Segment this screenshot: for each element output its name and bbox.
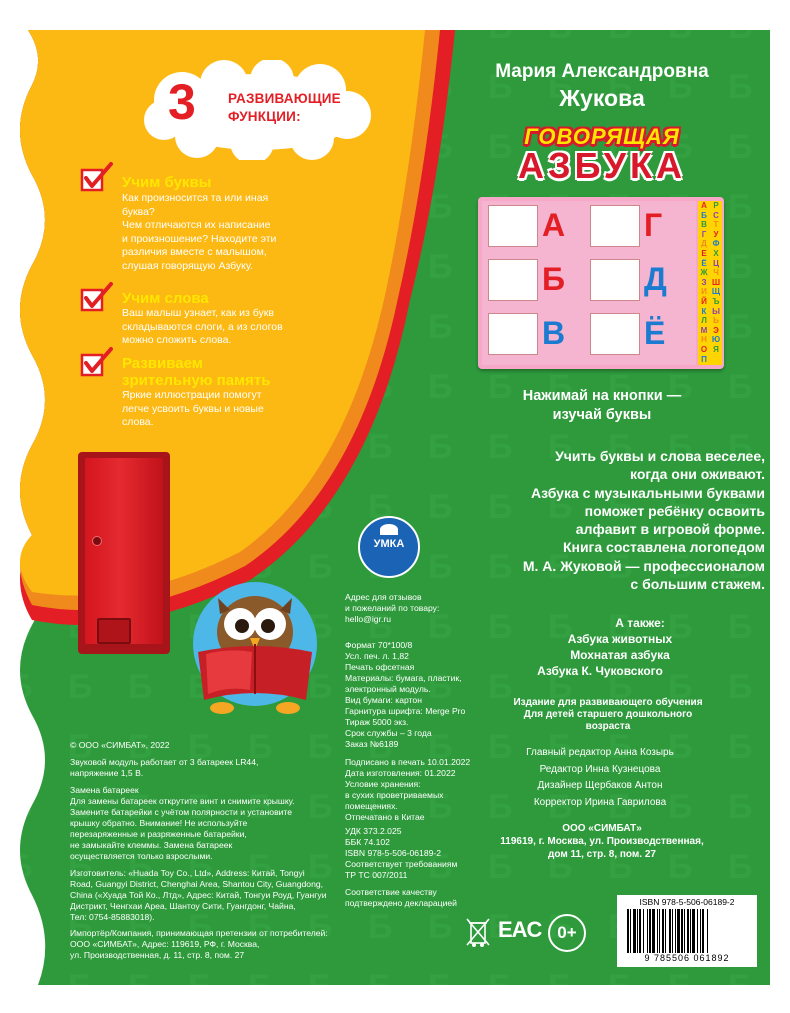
alphabet-button[interactable]: Щ xyxy=(711,287,721,297)
feature-2-title: Учим слова xyxy=(122,290,209,307)
bear-icon xyxy=(380,524,398,535)
alphabet-button[interactable]: З xyxy=(701,277,707,287)
alphabet-button[interactable]: С xyxy=(713,210,719,220)
alphabet-button[interactable]: У xyxy=(713,229,719,239)
checkbox-check-icon xyxy=(80,347,114,377)
alphabet-button[interactable]: Ч xyxy=(713,268,719,278)
alphabet-button[interactable]: Д xyxy=(701,239,707,249)
picture-tile xyxy=(590,313,640,355)
credit-line: Редактор Инна Кузнецова xyxy=(539,763,661,775)
feature-3-title: Развиваем зрительную память xyxy=(122,355,271,389)
alphabet-button[interactable]: М xyxy=(700,325,708,335)
also-item: Азбука К. Чуковского xyxy=(537,664,663,678)
letter-v: В xyxy=(542,315,566,351)
eac-mark: EAC xyxy=(498,917,542,942)
recycle-bin-crossed-icon xyxy=(466,915,490,949)
letter-a: А xyxy=(542,207,566,243)
letter-d: Д xyxy=(644,261,667,297)
also-item: Азбука животных xyxy=(567,632,673,646)
book-preview-image xyxy=(478,197,724,369)
alphabet-button[interactable]: Б xyxy=(701,210,707,220)
alphabet-button[interactable]: К xyxy=(701,306,707,316)
owl-reading-book-illustration xyxy=(190,582,320,722)
barcode-block xyxy=(617,895,757,967)
battery-compartment[interactable] xyxy=(78,452,170,654)
alphabet-button[interactable]: Ш xyxy=(711,277,721,287)
contact-info: Адрес для отзывов и пожеланий по товару: hello@igr.ru xyxy=(345,592,440,624)
credit-line: Дизайнер Щербаков Антон xyxy=(537,780,663,791)
letter-yo: Ё xyxy=(644,315,666,351)
age-mark-text: 0+ xyxy=(557,923,577,942)
alphabet-button[interactable]: Ё xyxy=(701,258,707,268)
alphabet-button[interactable]: Ж xyxy=(700,268,708,278)
checkbox-check-icon xyxy=(80,162,114,192)
alphabet-buttons xyxy=(698,201,722,365)
udk-isbn: УДК 373.2.025 ББК 74.102 ISBN 978-5-506-06189-2 Соответствует требованиям ТР ТС 007/2011 xyxy=(345,826,458,880)
barcode-number: 9 785506 061892 xyxy=(644,953,730,963)
alphabet-button[interactable]: Ы xyxy=(712,306,720,316)
alphabet-button[interactable]: Э xyxy=(713,325,719,335)
conformity: Соответствие качеству подтверждено декларацией xyxy=(345,887,457,908)
alphabet-button[interactable]: Х xyxy=(713,248,719,258)
isbn-label: ISBN 978-5-506-06189-2 xyxy=(639,897,735,907)
barcode-image xyxy=(625,909,749,953)
alphabet-button[interactable]: Г xyxy=(701,229,707,239)
alphabet-button[interactable]: Ц xyxy=(713,258,719,268)
specs: Формат 70*100/8 Усл. печ. л. 1,82 Печать офсетная Материалы: бумага, пластик, электронный модуль. Вид бумаги: картон Гарнитура шрифта: Merge Pro Тираж 5000 экз. Срок службы – 3 года Заказ №6189 xyxy=(345,640,466,749)
battery-cover xyxy=(85,458,163,644)
alphabet-button[interactable]: Ю xyxy=(711,335,721,345)
alphabet-button[interactable]: И xyxy=(701,287,707,297)
umka-logo-text: УМКА xyxy=(373,538,405,550)
feature-1-title: Учим буквы xyxy=(122,174,212,191)
alphabet-button[interactable]: Ь xyxy=(713,316,719,326)
alphabet-button[interactable]: Н xyxy=(701,335,707,345)
also-item: Мохнатая азбука xyxy=(570,648,670,662)
slogan: Нажимай на кнопки — изучай буквы xyxy=(522,388,682,423)
importer-info: Импортёр/Компания, принимающая претензии от потребителей: ООО «СИМБАТ», Адрес: 119619, РФ, г. Москва, ул. Производственная, д. 11, стр. 8, пом. 27 xyxy=(70,928,328,960)
copyright: © ООО «СИМБАТ», 2022 xyxy=(70,740,170,750)
alphabet-button[interactable]: О xyxy=(700,344,708,354)
alphabet-button[interactable]: А xyxy=(701,201,707,210)
age-mark xyxy=(548,914,586,952)
checkbox-check-icon xyxy=(80,282,114,312)
alphabet-button[interactable]: Й xyxy=(701,296,707,306)
alphabet-button[interactable]: В xyxy=(701,220,707,230)
badge-number: 3 xyxy=(168,74,196,130)
picture-tile xyxy=(590,205,640,247)
credit-line: Корректор Ирина Гаврилова xyxy=(533,796,667,808)
also-heading: А также: xyxy=(615,616,665,630)
speaker-icon xyxy=(97,618,131,644)
print-dates: Подписано в печать 10.01.2022 Дата изготовления: 01.2022 Условие хранения: в сухих проветриваемых помещениях. Отпечатано в Китае xyxy=(345,757,471,822)
feature-1-desc: Как произносится та или иная буква? Чем отличаются их написание и произношение? Находите эти различия вместе с малышом, слушая говорящую Азбуку. xyxy=(122,192,277,272)
alphabet-button[interactable]: Р xyxy=(713,201,719,210)
title-word-2: АЗБУКА xyxy=(518,145,686,186)
picture-tile xyxy=(488,313,538,355)
picture-tile xyxy=(488,205,538,247)
alphabet-button[interactable]: Ф xyxy=(712,239,720,249)
badge-text: РАЗВИВАЮЩИЕ ФУНКЦИИ: xyxy=(228,91,341,124)
picture-tile xyxy=(488,259,538,301)
edition-text: Издание для развивающего обучения Для детей старшего дошкольного возраста xyxy=(513,697,703,732)
publisher: ООО «СИМБАТ» 119619, г. Москва, ул. Производственная, дом 11, стр. 8, пом. 27 xyxy=(500,823,704,860)
manufacturer-info: Изготовитель: «Huada Toy Co., Ltd», Address: Китай, Tongyi Road, Guangyi District, Chenghai Area, Shantou City, Guangdong, China («Хуада Той Ко., Лтд», Адрес: Китай, Тонгуи Роуд, Гуангуи Дистрикт, Ченгхаи Ареа, Шантоу Сити, Гуангдонг, Чайна, Тел: 0754-85883018). xyxy=(70,868,327,922)
title-word-1: ГОВОРЯЩАЯ xyxy=(524,124,680,149)
author-line-1: Мария Александровна xyxy=(495,61,709,82)
credits xyxy=(470,745,730,811)
description: Учить буквы и слова веселее, когда они оживают. Азбука с музыкальными буквами поможет ребёнку освоить алфавит в игровой форме. Книга составлена логопедом М. А. Жуковой — профессионалом с большим стажем. xyxy=(522,448,765,593)
alphabet-button[interactable]: Е xyxy=(701,248,707,258)
letter-b: Б xyxy=(542,261,565,297)
alphabet-button[interactable]: Т xyxy=(713,220,719,230)
letter-g: Г xyxy=(644,207,663,243)
author-line-2: Жукова xyxy=(559,85,645,111)
feature-3-desc: Яркие иллюстрации помогут легче усвоить буквы и новые слова. xyxy=(122,389,264,428)
feature-2-desc: Ваш малыш узнает, как из букв складываются слоги, а из слогов можно сложить слова. xyxy=(122,307,283,346)
alphabet-button[interactable]: Л xyxy=(701,316,707,326)
alphabet-button[interactable]: П xyxy=(701,354,707,364)
battery-screw-icon xyxy=(92,536,102,546)
battery-replace-info: Замена батареек Для замены батареек открутите винт и снимите крышку. Замените батарейки с учётом полярности и установите крышку обратно. Внимание! Не используйте перезаряженные и разряженные батарейки, не замыкайте клеммы. Замена батареек осуществляется только взрослыми. xyxy=(70,785,295,861)
umka-logo xyxy=(358,516,420,578)
battery-module-info: Звуковой модуль работает от 3 батареек LR44, напряжение 1,5 В. xyxy=(70,757,259,778)
alphabet-button[interactable]: Ъ xyxy=(712,296,720,306)
picture-tile xyxy=(590,259,640,301)
alphabet-button[interactable]: Я xyxy=(713,344,719,354)
credit-line: Главный редактор Анна Козырь xyxy=(526,747,674,758)
